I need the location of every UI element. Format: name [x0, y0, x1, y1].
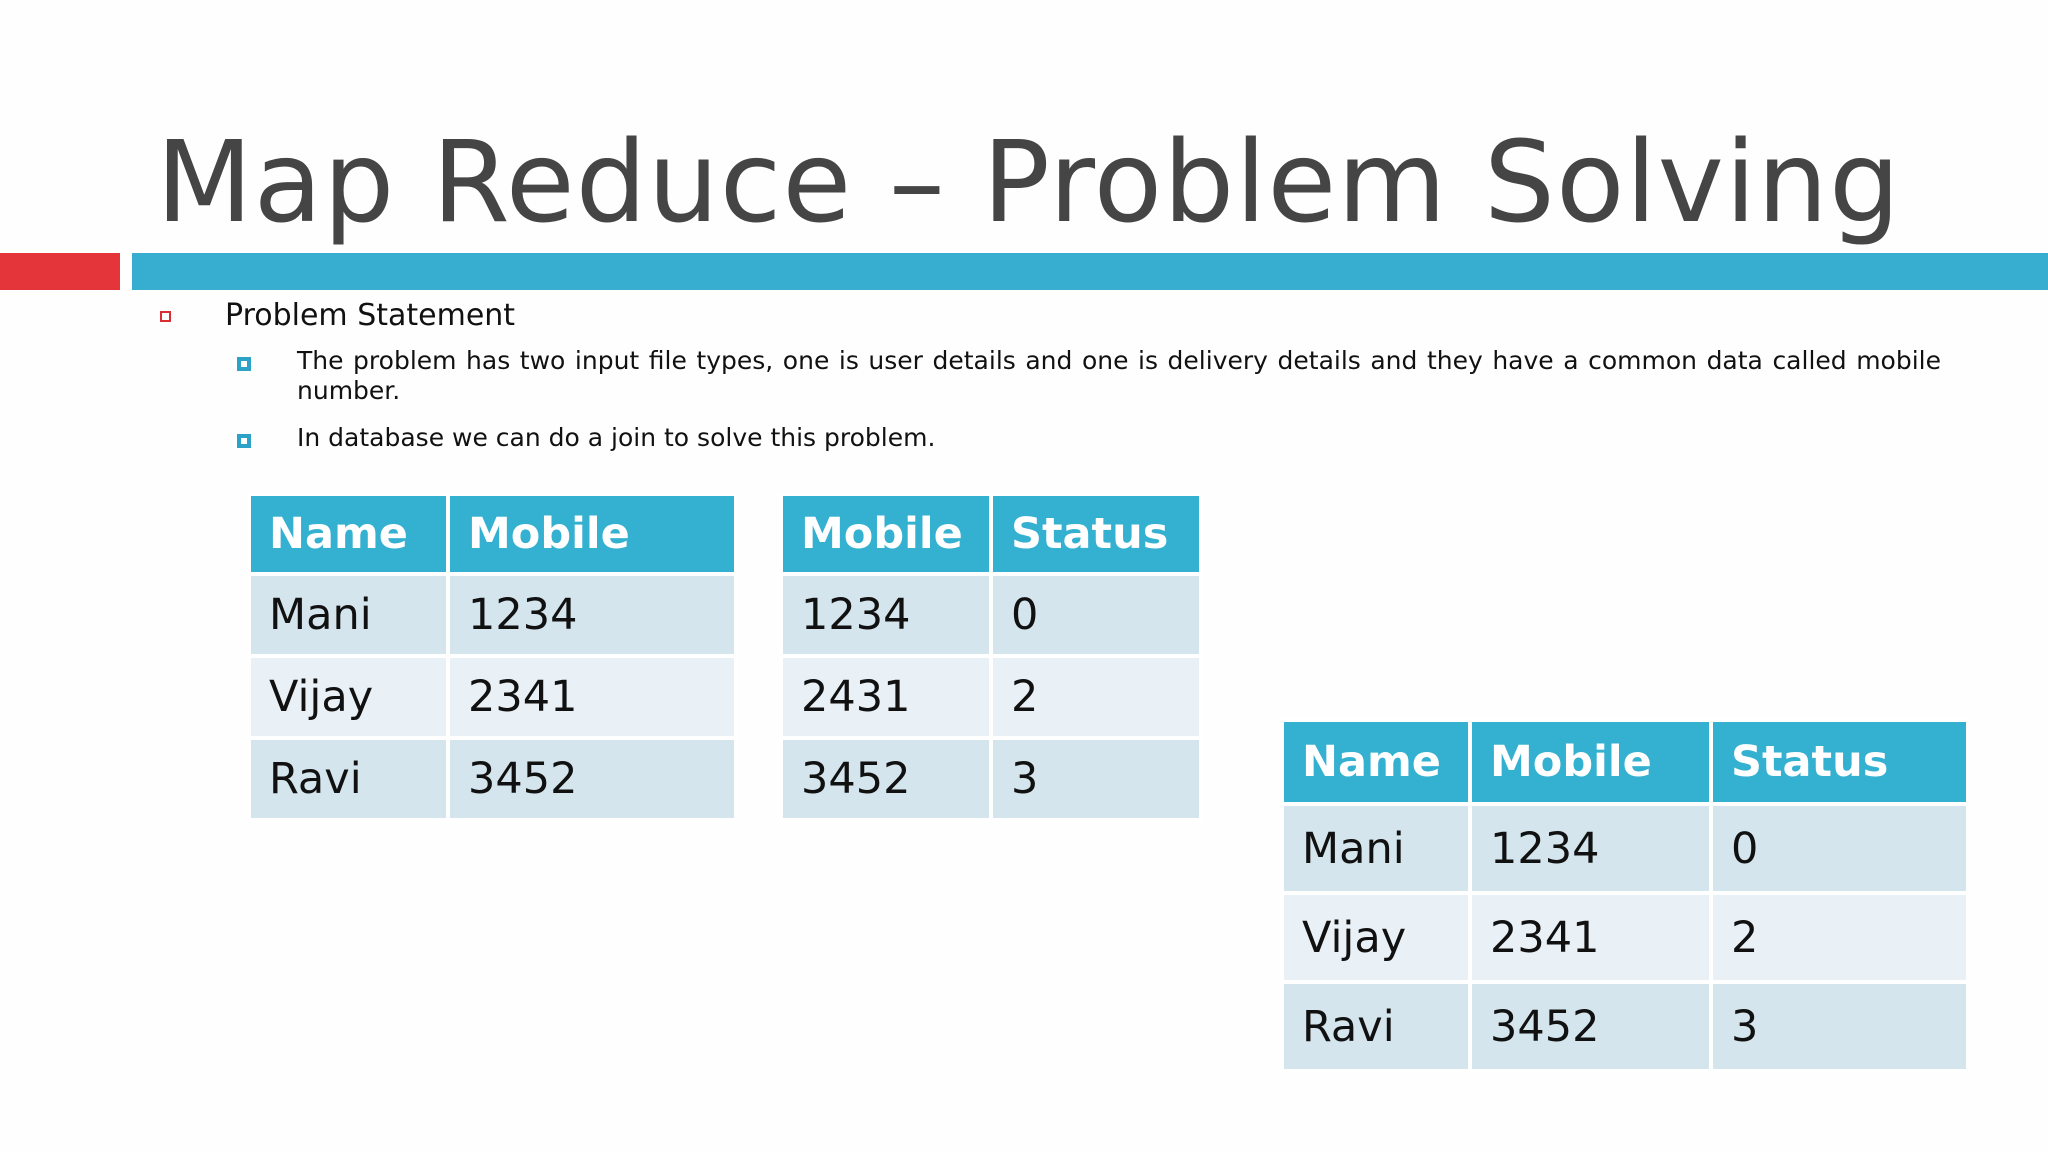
table-cell: Vijay	[251, 658, 446, 736]
square-bullet-icon	[237, 434, 251, 448]
sub-bullet-text: The problem has two input file types, one is user details and one is delivery details and they have a common data called mobile number.	[297, 346, 1941, 405]
table-cell: 2	[993, 658, 1199, 736]
table-row	[251, 658, 734, 736]
sub-bullet-input-files	[237, 346, 1941, 406]
column-header: Name	[1284, 722, 1468, 802]
delivery-details-table	[779, 492, 1203, 822]
sub-bullet-database-join	[237, 423, 1941, 453]
table-cell: Mani	[251, 576, 446, 654]
user-details-table	[247, 492, 738, 822]
table-row	[1284, 806, 1966, 891]
table-cell: Ravi	[1284, 984, 1468, 1069]
table-cell: 1234	[1472, 806, 1709, 891]
table-row	[783, 576, 1199, 654]
joined-result-table	[1280, 718, 1970, 1073]
table-row	[783, 658, 1199, 736]
table-row	[1284, 895, 1966, 980]
table-cell: 2341	[450, 658, 734, 736]
table-cell: Mani	[1284, 806, 1468, 891]
bullet-problem-statement	[160, 296, 515, 336]
column-header: Status	[993, 496, 1199, 572]
table-header-row	[783, 496, 1199, 572]
table-cell: 3452	[450, 740, 734, 818]
bullet-heading: Problem Statement	[225, 298, 516, 333]
square-bullet-icon	[237, 357, 251, 371]
column-header: Mobile	[450, 496, 734, 572]
table-cell: 0	[993, 576, 1199, 654]
table-row	[1284, 984, 1966, 1069]
table-cell: 3452	[1472, 984, 1709, 1069]
slide-title: Map Reduce – Problem Solving	[156, 118, 1902, 248]
column-header: Name	[251, 496, 446, 572]
table-cell: Vijay	[1284, 895, 1468, 980]
table-cell: 2341	[1472, 895, 1709, 980]
column-header: Mobile	[1472, 722, 1709, 802]
table-cell: 3	[1713, 984, 1966, 1069]
table-cell: 1234	[783, 576, 989, 654]
table-cell: Ravi	[251, 740, 446, 818]
square-bullet-icon	[160, 311, 171, 322]
table-row	[251, 740, 734, 818]
table-cell: 2	[1713, 895, 1966, 980]
column-header: Status	[1713, 722, 1966, 802]
table-cell: 1234	[450, 576, 734, 654]
table-row	[251, 576, 734, 654]
table-header-row	[1284, 722, 1966, 802]
table-cell: 3	[993, 740, 1199, 818]
table-cell: 2431	[783, 658, 989, 736]
column-header: Mobile	[783, 496, 989, 572]
table-header-row	[251, 496, 734, 572]
title-accent-bar-blue	[132, 253, 2048, 290]
table-cell: 3452	[783, 740, 989, 818]
title-accent-bar-red	[0, 253, 120, 290]
sub-bullet-text: In database we can do a join to solve this problem.	[297, 423, 936, 452]
table-cell: 0	[1713, 806, 1966, 891]
table-row	[783, 740, 1199, 818]
